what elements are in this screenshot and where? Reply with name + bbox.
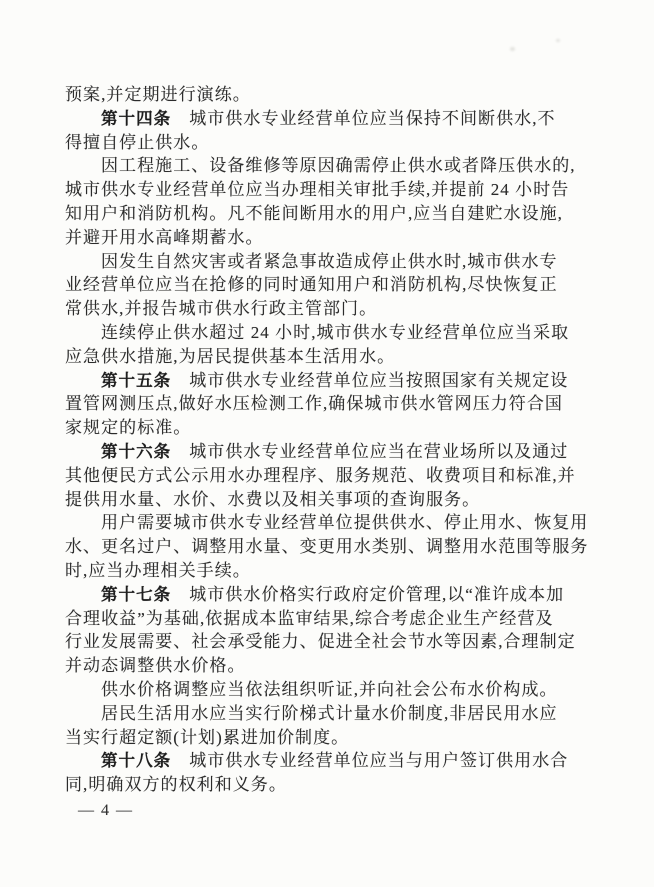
text-segment: 居民生活用水应当实行阶梯式计量水价制度,非居民用水应 [101, 703, 558, 723]
text-line-16 [65, 440, 597, 464]
text-segment: 连续停止供水超过 24 小时,城市供水专业经营单位应当采取 [101, 322, 570, 342]
article-number: 第十六条 [101, 442, 172, 461]
text-segment: 知用户和消防机构。凡不能间断用水的用户,应当自建贮水设施, [65, 203, 563, 223]
text-segment: 用户需要城市供水专业经营单位提供供水、停止用水、恢复用 [101, 513, 589, 533]
text-line-10 [65, 297, 597, 321]
text-line-12 [65, 345, 597, 369]
text-line-23 [65, 607, 597, 631]
text-line-26 [65, 678, 597, 702]
text-line-28 [65, 726, 597, 750]
text-line-21 [65, 559, 597, 583]
text-segment: 置管网测压点,做好水压检测工作,确保城市供水管网压力符合国 [65, 394, 563, 414]
text-line-17 [65, 464, 597, 488]
text-line-13 [65, 369, 597, 393]
text-segment: 合理收益”为基础,依据成本监审结果,综合考虑企业生产经营及 [65, 608, 554, 628]
text-segment: 并避开用水高峰期蓄水。 [65, 227, 264, 247]
text-segment: 预案,并定期进行演练。 [65, 85, 251, 104]
text-line-20 [65, 535, 597, 559]
text-segment: 应急供水措施,为居民提供基本生活用水。 [65, 346, 396, 366]
text-segment: 当实行超定额(计划)累进加价制度。 [65, 727, 350, 747]
text-segment: 时,应当办理相关手续。 [65, 560, 251, 580]
text-segment: 因发生自然灾害或者紧急事故造成停止供水时,城市供水专 [101, 251, 558, 271]
text-line-2 [65, 107, 597, 131]
article-number: 第十七条 [101, 585, 172, 604]
text-line-18 [65, 488, 597, 512]
text-line-19 [65, 511, 597, 535]
text-segment: 城市供水价格实行政府定价管理,以“准许成本加 [171, 584, 565, 604]
text-segment: 城市供水专业经营单位应当保持不间断供水,不 [171, 108, 556, 128]
text-segment: 供水价格调整应当依法组织听证,并向社会公布水价构成。 [101, 679, 558, 699]
text-line-29 [65, 749, 597, 773]
text-line-3 [65, 131, 597, 155]
text-segment: 得擅自停止供水。 [65, 132, 210, 152]
page-number: — 4 — [78, 802, 134, 819]
scan-artifact-speck [510, 47, 515, 51]
text-segment: 城市供水专业经营单位应当办理相关审批手续,并提前 24 小时告 [65, 180, 570, 200]
article-number: 第十五条 [101, 371, 172, 390]
text-line-1 [65, 83, 597, 107]
text-line-8 [65, 250, 597, 274]
text-line-30 [65, 773, 597, 797]
article-number: 第十四条 [101, 109, 172, 128]
text-segment: 水、更名过户、调整用水量、变更用水类别、调整用水范围等服务 [65, 537, 589, 557]
text-segment: 家规定的标准。 [65, 418, 192, 438]
text-line-27 [65, 702, 597, 726]
text-line-7 [65, 226, 597, 250]
text-line-14 [65, 392, 597, 416]
text-segment: 同,明确双方的权利和义务。 [65, 775, 287, 795]
text-segment: 并动态调整供水价格。 [65, 656, 246, 676]
scan-artifact-speck [556, 39, 560, 42]
text-segment: 常供水,并报告城市供水行政主管部门。 [65, 299, 378, 319]
text-segment: 城市供水专业经营单位应当与用户签订供用水合 [171, 751, 569, 771]
text-line-9 [65, 273, 597, 297]
text-line-15 [65, 416, 597, 440]
text-segment: 业经营单位应当在抢修的同时通知用户和消防机构,尽快恢复正 [65, 275, 558, 295]
text-segment: 因工程施工、设备维修等原因确需停止供水或者降压供水的, [101, 156, 576, 176]
text-line-11 [65, 321, 597, 345]
text-line-24 [65, 630, 597, 654]
text-segment: 其他便民方式公示用水办理程序、服务规范、收费项目和标准,并 [65, 465, 576, 485]
text-line-25 [65, 654, 597, 678]
text-segment: 城市供水专业经营单位应当在营业场所以及通过 [171, 441, 569, 461]
document-text [65, 83, 597, 797]
text-segment: 行业发展需要、社会承受能力、促进全社会节水等因素,合理制定 [65, 632, 576, 652]
article-number: 第十八条 [101, 752, 172, 771]
text-line-6 [65, 202, 597, 226]
text-segment: 提供用水量、水价、水费以及相关事项的查询服务。 [65, 489, 481, 509]
text-line-5 [65, 178, 597, 202]
text-line-4 [65, 154, 597, 178]
text-line-22 [65, 583, 597, 607]
text-segment: 城市供水专业经营单位应当按照国家有关规定设 [171, 370, 569, 390]
